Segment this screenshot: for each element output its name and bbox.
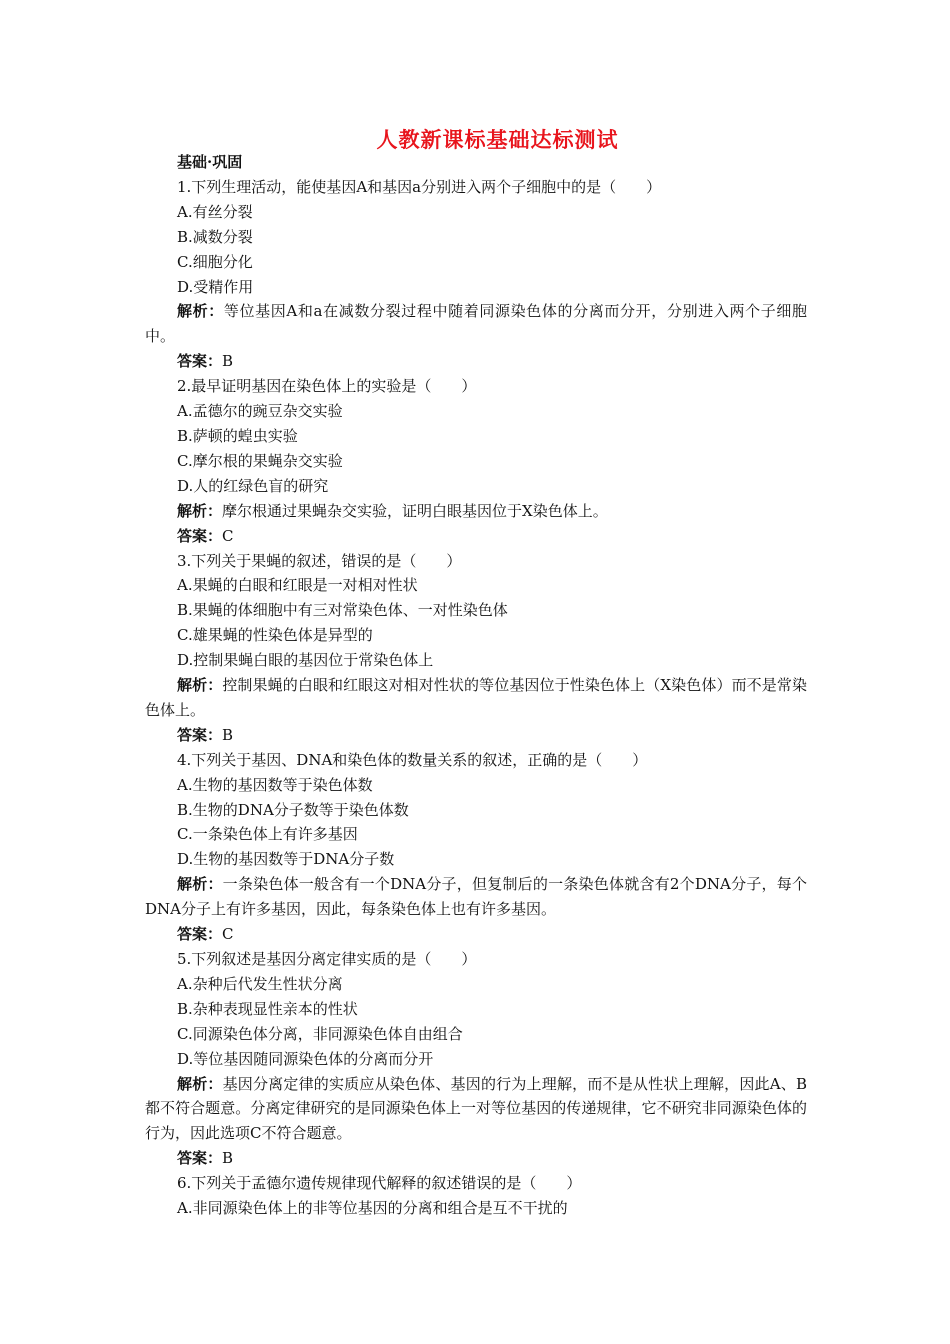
question-2: [145, 374, 807, 548]
document-title: 人教新课标基础达标测试: [376, 127, 619, 152]
option-a: A.杂种后代发生性状分离: [177, 974, 343, 993]
option-b: B.杂种表现显性亲本的性状: [177, 999, 358, 1018]
option-d: D.等位基因随同源染色体的分离而分开: [177, 1049, 434, 1068]
answer-label: 答案：: [177, 1149, 223, 1168]
question-stem: 4.下列关于基因、DNA和染色体的数量关系的叙述，正确的是（ ）: [177, 750, 648, 769]
question-6: [145, 1171, 807, 1221]
option-c: C.摩尔根的果蝇杂交实验: [177, 451, 343, 470]
analysis-label: 解析：: [177, 1074, 223, 1093]
analysis-text: 一条染色体一般含有一个DNA分子，但复制后的一条染色体就含有2个DNA分子，每个DNA分子上有许多基因，因此，每条染色体上也有许多基因。: [145, 875, 807, 919]
analysis-text: 控制果蝇的白眼和红眼这对相对性状的等位基因位于性染色体上（X染色体）而不是常染色体上。: [145, 676, 807, 719]
option-d: D.人的红绿色盲的研究: [177, 476, 329, 495]
answer-value: B: [222, 725, 234, 744]
answer-value: C: [222, 526, 234, 545]
answer-value: B: [222, 1149, 234, 1168]
option-c: C.细胞分化: [177, 252, 253, 271]
question-5: [145, 947, 807, 1171]
document-body: [145, 150, 807, 1221]
option-a: A.有丝分裂: [177, 202, 253, 221]
analysis-text: 等位基因A和a在减数分裂过程中随着同源染色体的分离而分开，分别进入两个子细胞中。: [145, 302, 807, 346]
analysis: [145, 299, 807, 349]
answer-label: 答案：: [177, 352, 223, 371]
answer-value: B: [222, 352, 234, 371]
question-stem: 1.下列生理活动，能使基因A和基因a分别进入两个子细胞中的是（ ）: [177, 177, 662, 196]
analysis: [145, 872, 807, 922]
option-a: A.生物的基因数等于染色体数: [177, 775, 373, 794]
answer-label: 答案：: [177, 526, 223, 545]
analysis: [145, 1072, 807, 1147]
section-heading: 基础·巩固: [177, 153, 243, 171]
question-4: [145, 748, 807, 947]
answer: [145, 349, 807, 374]
analysis-label: 解析：: [177, 676, 223, 695]
option-d: D.控制果蝇白眼的基因位于常染色体上: [177, 651, 434, 670]
option-b: B.生物的DNA分子数等于染色体数: [177, 800, 409, 819]
option-a: A.果蝇的白眼和红眼是一对相对性状: [177, 576, 418, 595]
option-a: A.孟德尔的豌豆杂交实验: [177, 402, 343, 421]
analysis-label: 解析：: [177, 302, 224, 321]
question-stem: 2.最早证明基因在染色体上的实验是（ ）: [177, 377, 477, 396]
analysis-text: 基因分离定律的实质应从染色体、基因的行为上理解，而不是从性状上理解，因此A、B都不符合题意。分离定律研究的是同源染色体上一对等位基因的传递规律，它不研究非同源染色体的行为，因此选项C不符合题意。: [145, 1074, 807, 1143]
option-b: B.萨顿的蝗虫实验: [177, 426, 298, 445]
answer: [145, 723, 807, 748]
answer: [145, 922, 807, 947]
option-c: C.一条染色体上有许多基因: [177, 825, 358, 844]
option-d: D.受精作用: [177, 277, 254, 296]
analysis-label: 解析：: [177, 501, 223, 520]
analysis: [145, 673, 807, 723]
analysis-text: 摩尔根通过果蝇杂交实验，证明白眼基因位于X染色体上。: [222, 501, 608, 520]
question-stem: 3.下列关于果蝇的叙述，错误的是（ ）: [177, 551, 462, 570]
answer-value: C: [222, 925, 234, 944]
analysis: [145, 499, 807, 524]
option-b: B.减数分裂: [177, 227, 253, 246]
answer: [145, 1146, 807, 1171]
question-1: [145, 175, 807, 374]
question-stem: 5.下列叙述是基因分离定律实质的是（ ）: [177, 950, 477, 968]
answer-label: 答案：: [177, 925, 223, 944]
question-3: [145, 549, 807, 748]
option-d: D.生物的基因数等于DNA分子数: [177, 850, 395, 869]
option-a: A.非同源染色体上的非等位基因的分离和组合是互不干扰的: [177, 1199, 568, 1218]
option-c: C.雄果蝇的性染色体是异型的: [177, 626, 373, 645]
answer: [145, 524, 807, 549]
option-b: B.果蝇的体细胞中有三对常染色体、一对性染色体: [177, 601, 508, 620]
question-stem: 6.下列关于孟德尔遗传规律现代解释的叙述错误的是（ ）: [177, 1174, 582, 1193]
analysis-label: 解析：: [177, 875, 223, 894]
option-c: C.同源染色体分离，非同源染色体自由组合: [177, 1024, 463, 1043]
answer-label: 答案：: [177, 725, 223, 744]
